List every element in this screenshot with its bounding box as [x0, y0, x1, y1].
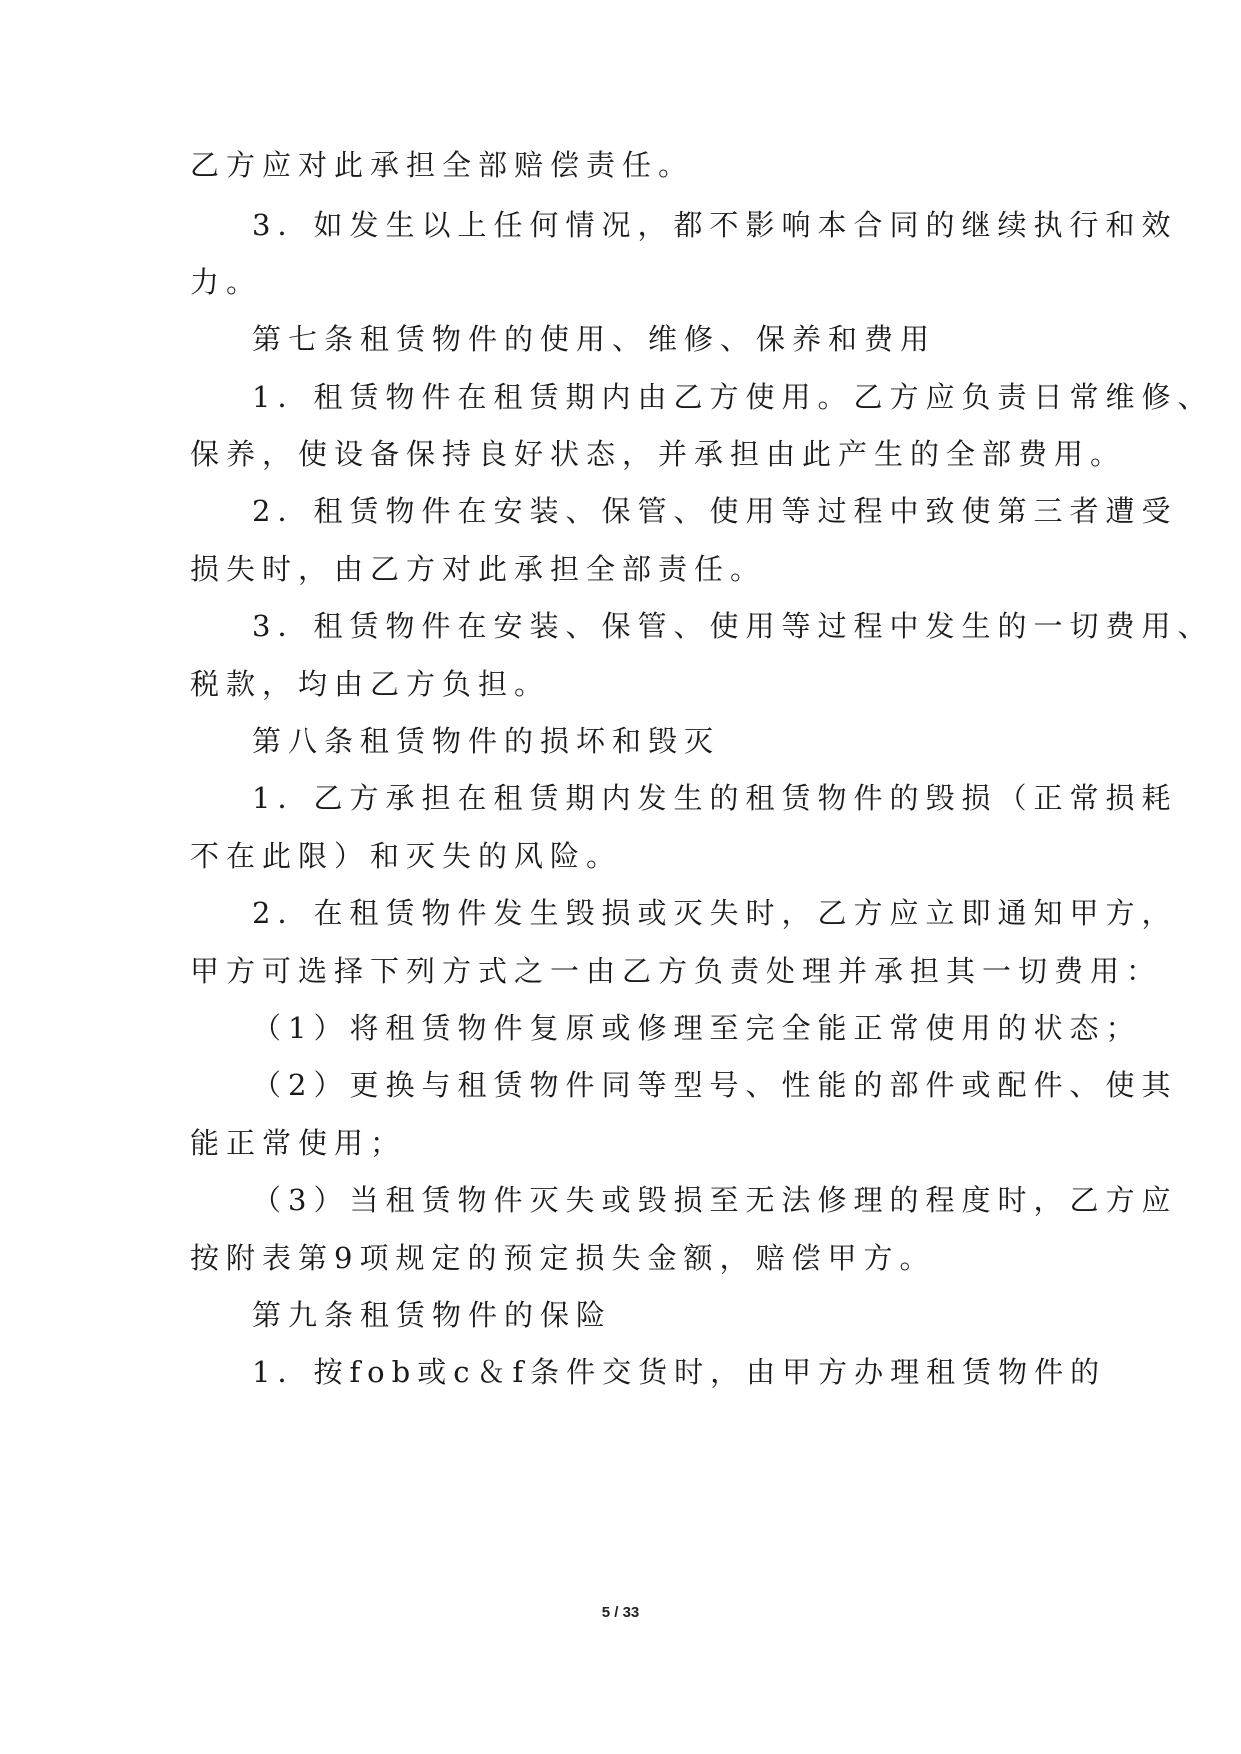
text-line: 损失时，由乙方对此承担全部责任。 — [190, 552, 767, 586]
text-line: 不在此限）和灭失的风险。 — [190, 839, 623, 873]
section-heading: 第九条租赁物件的保险 — [252, 1298, 613, 1332]
text-line: 甲方可选择下列方式之一由乙方负责处理并承担其一切费用： — [190, 954, 1163, 988]
text-line: （3）当租赁物件灭失或毁损至无法修理的程度时，乙方应 — [252, 1183, 1178, 1217]
text-line: 保养，使设备保持良好状态，并承担由此产生的全部费用。 — [190, 437, 1127, 471]
text-line: 2．在租赁物件发生毁损或灭失时，乙方应立即通知甲方， — [252, 896, 1178, 930]
page-number: 5 / 33 — [601, 1604, 640, 1621]
text-line: 能正常使用； — [190, 1126, 407, 1160]
text-line: 1．按fob或c＆f条件交货时，由甲方办理租赁物件的 — [252, 1355, 1107, 1389]
text-line: （2）更换与租赁物件同等型号、性能的部件或配件、使其 — [252, 1068, 1178, 1102]
text-line: 3．租赁物件在安装、保管、使用等过程中发生的一切费用、 — [252, 609, 1214, 643]
text-line: 乙方应对此承担全部赔偿责任。 — [190, 148, 695, 182]
text-line: 按附表第9项规定的预定损失金额，赔偿甲方。 — [190, 1241, 936, 1275]
text-line: 3．如发生以上任何情况，都不影响本合同的继续执行和效 — [252, 208, 1178, 242]
text-line: 1．租赁物件在租赁期内由乙方使用。乙方应负责日常维修、 — [252, 380, 1214, 414]
text-line: 2．租赁物件在安装、保管、使用等过程中致使第三者遭受 — [252, 494, 1178, 528]
text-line: （1）将租赁物件复原或修理至完全能正常使用的状态； — [252, 1011, 1142, 1045]
section-heading: 第七条租赁物件的使用、维修、保养和费用 — [252, 322, 937, 356]
text-line: 力。 — [190, 265, 263, 299]
section-heading: 第八条租赁物件的损坏和毁灭 — [252, 724, 721, 758]
text-line: 税款，均由乙方负担。 — [190, 667, 551, 701]
text-line: 1．乙方承担在租赁期内发生的租赁物件的毁损（正常损耗 — [252, 781, 1178, 815]
